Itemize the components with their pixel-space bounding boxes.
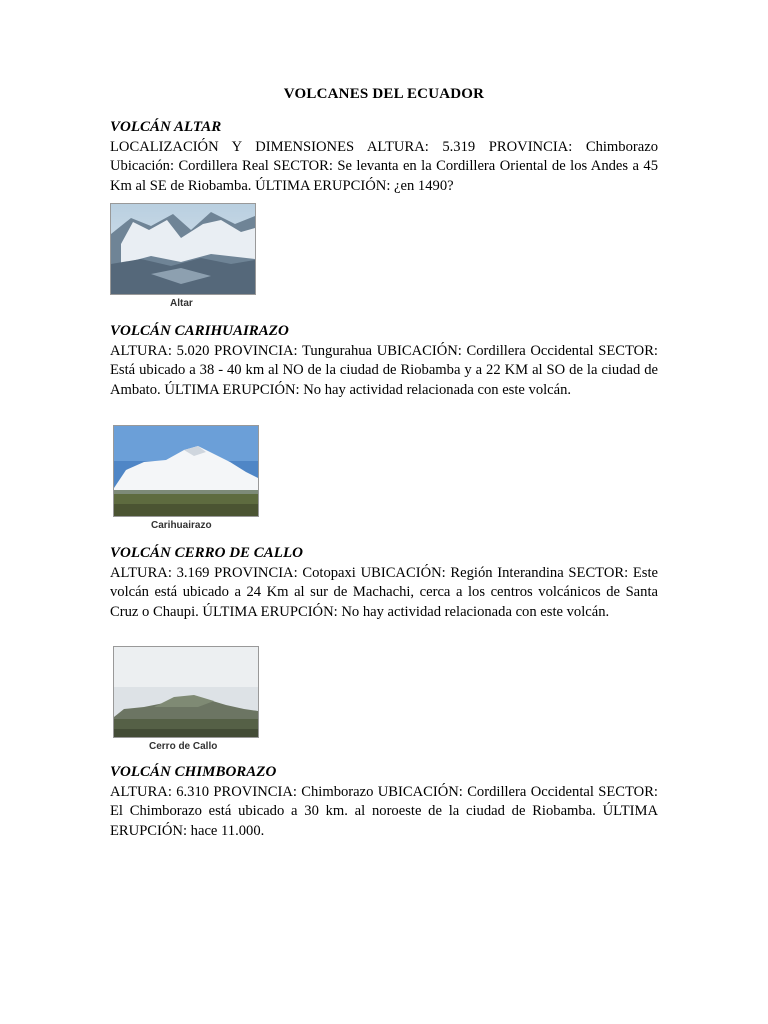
section-chimborazo [110, 763, 658, 841]
section-text: ALTURA: 5.020 PROVINCIA: Tungurahua UBICACIÓN: Cordillera Occidental SECTOR: Está ubicado a 38 - 40 km al NO de la ciudad de Riobamba y a 22 KM al SO de la ciudad de Ambato. ÚLTIMA ERUPCIÓN: No hay actividad relacionada con este volcán. [110, 343, 658, 398]
photo-carihuairazo [113, 425, 259, 531]
photo-caption: Altar [170, 298, 193, 309]
altar-image [110, 203, 256, 295]
section-cerro-de-callo [110, 544, 658, 622]
photo-altar [110, 203, 256, 309]
cerro-de-callo-image [113, 646, 259, 738]
section-text: LOCALIZACIÓN Y DIMENSIONES ALTURA: 5.319 PROVINCIA: Chimborazo Ubicación: Cordillera Real SECTOR: Se levanta en la Cordillera Oriental de los Andes a 45 Km al SE de Riobamba. ÚLTIMA ERUPCIÓN: ¿en 1490? [110, 139, 658, 194]
section-carihuairazo [110, 322, 658, 400]
section-altar [110, 118, 658, 196]
section-heading: VOLCÁN ALTAR [110, 119, 222, 135]
section-heading: VOLCÁN CERRO DE CALLO [110, 545, 303, 561]
photo-caption: Carihuairazo [151, 520, 212, 531]
carihuairazo-image [113, 425, 259, 517]
document-title: VOLCANES DEL ECUADOR [283, 86, 485, 102]
section-text: ALTURA: 3.169 PROVINCIA: Cotopaxi UBICACIÓN: Región Interandina SECTOR: Este volcán está ubicado a 24 Km al sur de Machachi, cerca a los centros volcánicos de Santa Cruz o Chaupi. ÚLTIMA ERUPCIÓN: No hay actividad relacionada con este volcán. [110, 565, 658, 620]
photo-cerro-de-callo [113, 646, 259, 752]
section-heading: VOLCÁN CHIMBORAZO [110, 764, 277, 780]
section-heading: VOLCÁN CARIHUAIRAZO [110, 323, 289, 339]
section-text: ALTURA: 6.310 PROVINCIA: Chimborazo UBICACIÓN: Cordillera Occidental SECTOR: El Chimborazo está ubicado a 30 km. al noroeste de la ciudad de Riobamba. ÚLTIMA ERUPCIÓN: hace 11.000. [110, 784, 658, 839]
photo-caption: Cerro de Callo [149, 741, 218, 752]
